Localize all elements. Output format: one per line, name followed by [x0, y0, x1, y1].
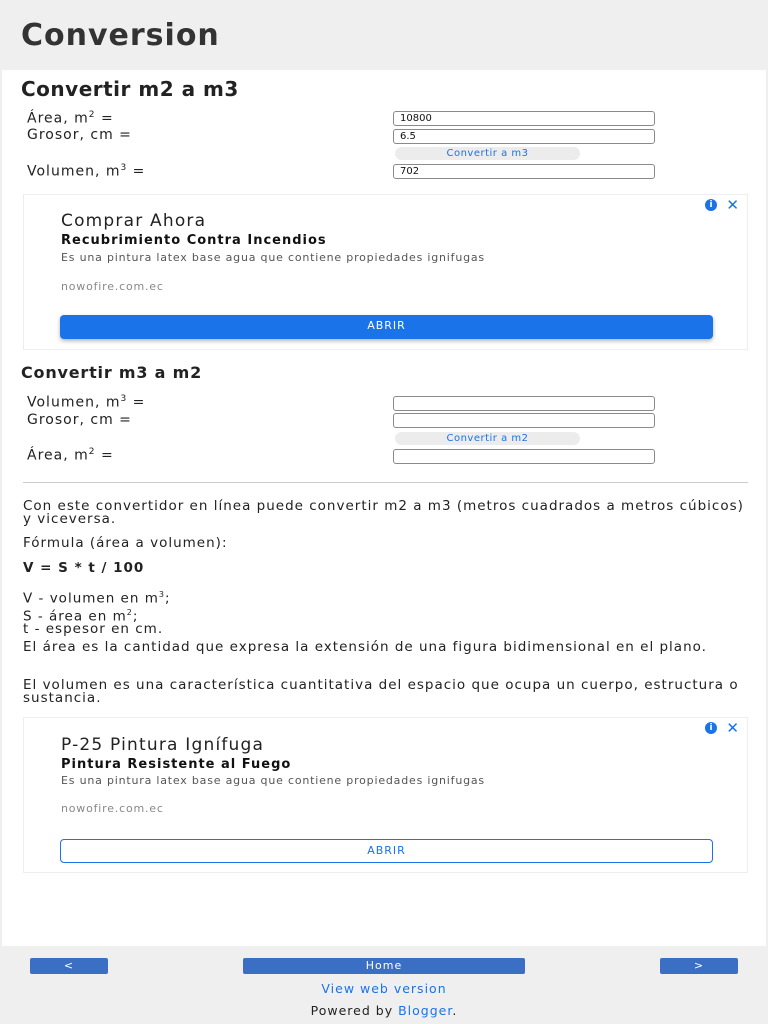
volume-definition: V - volumen en $m^3$;: [23, 590, 171, 607]
ad-info-icon[interactable]: i: [705, 722, 717, 734]
ad-close-icon[interactable]: ✕: [726, 196, 739, 214]
blog-header: [0, 0, 768, 70]
home-button[interactable]: Home: [243, 958, 525, 974]
ad-subheadline: Pintura Resistente al Fuego: [61, 757, 292, 772]
next-page-button[interactable]: >: [660, 958, 738, 974]
volume-label: Volumen, $m^3$ =: [27, 163, 146, 180]
formula: V = S * t / 100: [23, 560, 145, 576]
ad-banner-1[interactable]: [23, 194, 748, 350]
blogger-link[interactable]: Blogger: [398, 1003, 453, 1018]
variable-definitions: [23, 588, 748, 636]
area-label-2: Área, $m^2$ =: [27, 447, 114, 464]
view-web-version-link[interactable]: View web version: [321, 981, 447, 996]
area-input[interactable]: [393, 111, 655, 126]
volume-output[interactable]: [393, 164, 655, 179]
formula-title: Fórmula (área a volumen):: [23, 535, 228, 551]
area-output[interactable]: [393, 449, 655, 464]
thickness-label-2: Grosor, cm =: [27, 412, 132, 428]
ad-headline[interactable]: Comprar Ahora: [61, 211, 207, 231]
ad-url: nowofire.com.ec: [61, 280, 164, 293]
blog-title[interactable]: Conversion: [21, 18, 220, 53]
ad-open-button[interactable]: ABRIR: [60, 839, 713, 863]
convert-to-m2-button[interactable]: Convertir a m2: [395, 432, 580, 445]
ad-description: Es una pintura latex base agua que contiene propiedades ignifugas: [61, 251, 485, 264]
divider: [23, 482, 748, 483]
intro-paragraph: Con este convertidor en línea puede convertir m2 a m3 (metros cuadrados a metros cúbicos) y viceversa.: [23, 498, 744, 527]
ad-banner-2[interactable]: [23, 717, 748, 873]
area-explanation: El área es la cantidad que expresa la extensión de una figura bidimensional en el plano.: [23, 639, 707, 655]
thickness-input-2[interactable]: [393, 413, 655, 428]
ad-open-button[interactable]: ABRIR: [60, 315, 713, 339]
thickness-input[interactable]: [393, 129, 655, 144]
thickness-definition: t - espesor en cm.: [23, 621, 164, 637]
ad-subheadline: Recubrimiento Contra Incendios: [61, 233, 327, 248]
ad-description: Es una pintura latex base agua que contiene propiedades ignifugas: [61, 774, 485, 787]
ad-close-icon[interactable]: ✕: [726, 719, 739, 737]
section1-title: Convertir m2 a m3: [21, 77, 239, 101]
volume-input[interactable]: [393, 396, 655, 411]
powered-by: Powered by Blogger.: [310, 1003, 458, 1018]
volume-label-2: Volumen, $m^3$ =: [27, 394, 146, 411]
volume-explanation: El volumen es una característica cuantitativa del espacio que ocupa un cuerpo, estructura o sustancia.: [23, 677, 739, 706]
thickness-label: Grosor, cm =: [27, 127, 132, 143]
convert-to-m3-button[interactable]: Convertir a m3: [395, 147, 580, 160]
area-label: Área, $m^2$ =: [27, 110, 114, 127]
ad-url: nowofire.com.ec: [61, 802, 164, 815]
ad-headline[interactable]: P-25 Pintura Ignífuga: [61, 735, 265, 755]
ad-info-icon[interactable]: i: [705, 199, 717, 211]
main-content: [2, 70, 766, 946]
section2-title: Convertir m3 a m2: [21, 363, 203, 382]
area-definition: S - área en $m^2$;: [23, 607, 139, 624]
prev-page-button[interactable]: <: [30, 958, 108, 974]
